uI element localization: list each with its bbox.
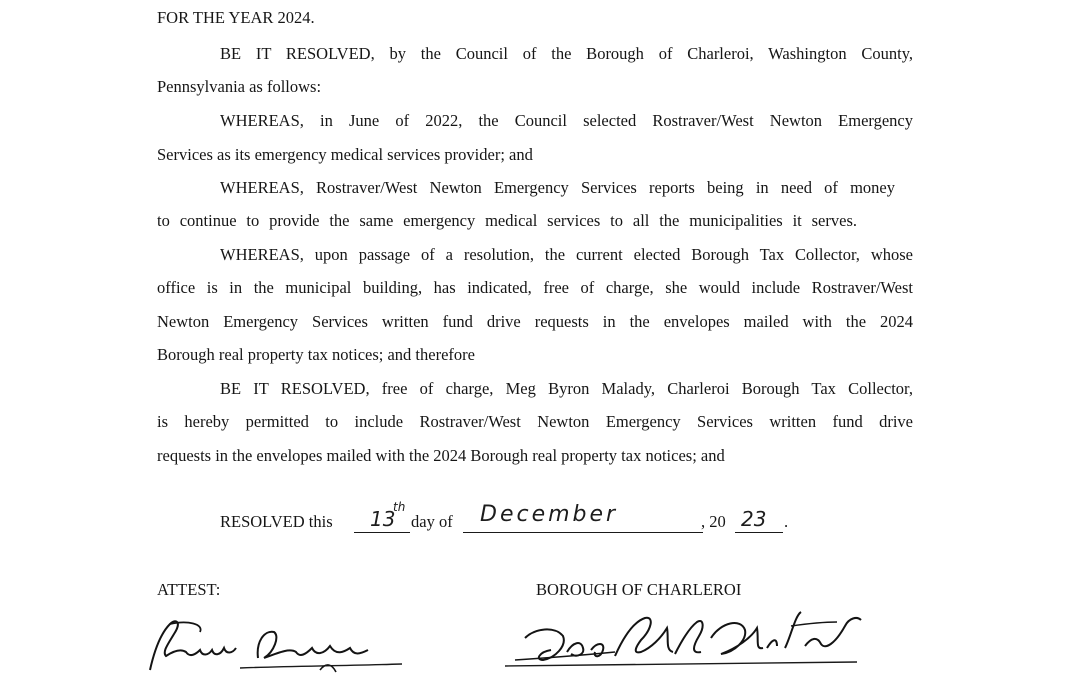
paragraph-4-line-2: office is in the municipal building, has indicated, free of charge, she would include Rostraver/West bbox=[157, 278, 913, 297]
paragraph-4-line-4: Borough real property tax notices; and therefore bbox=[157, 345, 475, 364]
paragraph-4-line-3: Newton Emergency Services written fund drive requests in the envelopes mailed with the 2024 bbox=[157, 312, 913, 331]
borough-label: BOROUGH OF CHARLEROI bbox=[536, 580, 742, 599]
paragraph-2-line-1: WHEREAS, in June of 2022, the Council selected Rostraver/West Newton Emergency bbox=[220, 111, 913, 130]
heading-tail: FOR THE YEAR 2024. bbox=[157, 8, 315, 27]
day-suffix-handwritten: th bbox=[393, 500, 406, 514]
resolved-prefix: RESOLVED this bbox=[220, 512, 333, 531]
attest-label: ATTEST: bbox=[157, 580, 221, 599]
resolved-end-period: . bbox=[784, 512, 789, 531]
day-handwritten: 13 bbox=[370, 507, 396, 531]
month-blank-line bbox=[463, 532, 703, 533]
paragraph-3-line-2: to continue to provide the same emergency medical services to all the municipalities it serves. bbox=[157, 211, 857, 230]
paragraph-2-line-2: Services as its emergency medical services provider; and bbox=[157, 145, 533, 164]
year-blank-line bbox=[735, 532, 783, 533]
year-prefix: , 20 bbox=[701, 512, 726, 531]
year-handwritten: 23 bbox=[741, 507, 767, 531]
paragraph-5-line-2: is hereby permitted to include Rostraver/West Newton Emergency Services written fund drive bbox=[157, 412, 913, 431]
paragraph-1-line-1: BE IT RESOLVED, by the Council of the Borough of Charleroi, Washington County, bbox=[220, 44, 913, 63]
attest-signature bbox=[140, 612, 410, 675]
month-handwritten: December bbox=[480, 502, 619, 527]
day-of-label: day of bbox=[411, 512, 453, 531]
paragraph-1-line-2: Pennsylvania as follows: bbox=[157, 77, 322, 96]
paragraph-5-line-1: BE IT RESOLVED, free of charge, Meg Byron Malady, Charleroi Borough Tax Collector, bbox=[220, 379, 913, 398]
paragraph-5-line-3: requests in the envelopes mailed with the 2024 Borough real property tax notices; and bbox=[157, 446, 725, 465]
day-blank-line bbox=[354, 532, 410, 533]
paragraph-4-line-1: WHEREAS, upon passage of a resolution, the current elected Borough Tax Collector, whose bbox=[220, 245, 913, 264]
paragraph-3-line-1: WHEREAS, Rostraver/West Newton Emergency Services reports being in need of money bbox=[220, 178, 895, 197]
borough-signature bbox=[505, 608, 880, 675]
